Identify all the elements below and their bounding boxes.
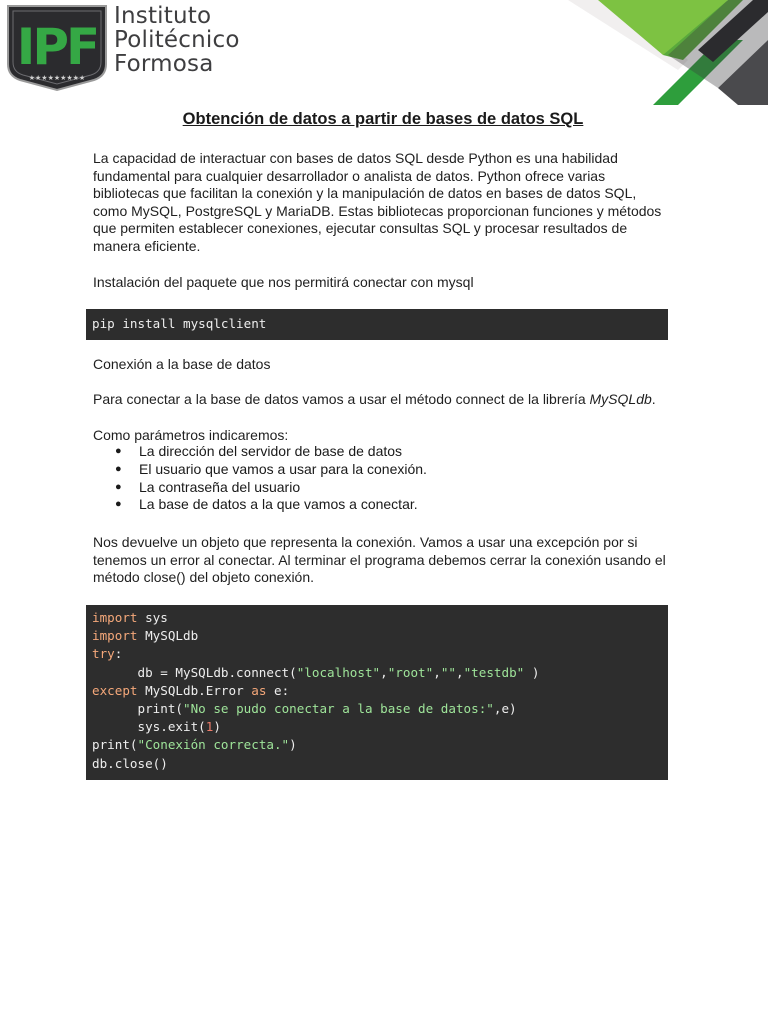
logo-line-2: Politécnico xyxy=(114,27,240,53)
logo-line-1: Instituto xyxy=(114,3,212,29)
ipf-logo-icon xyxy=(6,4,108,92)
list-item: ● La base de datos a la que vamos a conectar. xyxy=(115,496,418,513)
document-title: Obtención de datos a partir de bases de datos SQL xyxy=(182,110,584,128)
code-line-5: except MySQLdb.Error as e: xyxy=(92,682,290,698)
params-intro: Como parámetros indicaremos: xyxy=(93,427,289,443)
method-paragraph: Para conectar a la base de datos vamos a usar el método connect de la librería MySQLdb. xyxy=(93,391,656,407)
code-line-4: db = MySQLdb.connect("localhost","root","","testdb" ) xyxy=(92,664,540,680)
list-item: ● El usuario que vamos a usar para la conexión. xyxy=(115,460,427,477)
document-body xyxy=(92,108,683,771)
code-line-1: import sys xyxy=(92,610,168,625)
code-line-3: try: xyxy=(92,646,123,662)
intro-paragraph: La capacidad de interactuar con bases de datos SQL desde Python es una habilidad fundamental para cualquier desarrollador o analista de datos. Python ofrece varias bibliotecas que facilitan la conexión y la manipulación de datos en bases de datos SQL, como MySQL, PostgreSQL y MariaDB. Estas bibliotecas proporcionan funciones y métodos que permiten establecer conexiones, ejecutar consultas SQL y procesar resultados de manera eficiente. xyxy=(93,150,662,254)
code-line-2: import MySQLdb xyxy=(92,628,199,644)
svg-text:IPF: IPF xyxy=(16,18,98,76)
install-paragraph: Instalación del paquete que nos permitirá conectar con mysql xyxy=(93,274,474,290)
python-code-block xyxy=(86,605,668,780)
connection-heading: Conexión a la base de datos xyxy=(93,356,271,372)
logo-line-3: Formosa xyxy=(114,51,214,77)
list-item: ● La dirección del servidor de base de datos xyxy=(115,443,403,459)
params-list xyxy=(93,443,427,514)
return-paragraph: Nos devuelve un objeto que representa la conexión. Vamos a usar una excepción por si tenemos un error al conectar. Al terminar el programa debemos cerrar la conexión usando el método close() del objeto conexión. xyxy=(93,534,666,586)
code-line-8: print("Conexión correcta.") xyxy=(92,737,297,753)
library-name: MySQLdb xyxy=(589,391,652,407)
decorative-corner-shapes xyxy=(568,0,768,110)
svg-text:★★★★★★★★★: ★★★★★★★★★ xyxy=(28,74,86,82)
page-header xyxy=(0,0,768,110)
code-line-6: print("No se pudo conectar a la base de datos:",e) xyxy=(92,701,517,717)
code-line-7: sys.exit(1) xyxy=(92,719,221,735)
install-code-block: pip install mysqlclient xyxy=(86,309,668,340)
list-item: ● La contraseña del usuario xyxy=(115,478,301,495)
code-line-9: db.close() xyxy=(92,755,168,771)
institution-name xyxy=(114,4,240,76)
